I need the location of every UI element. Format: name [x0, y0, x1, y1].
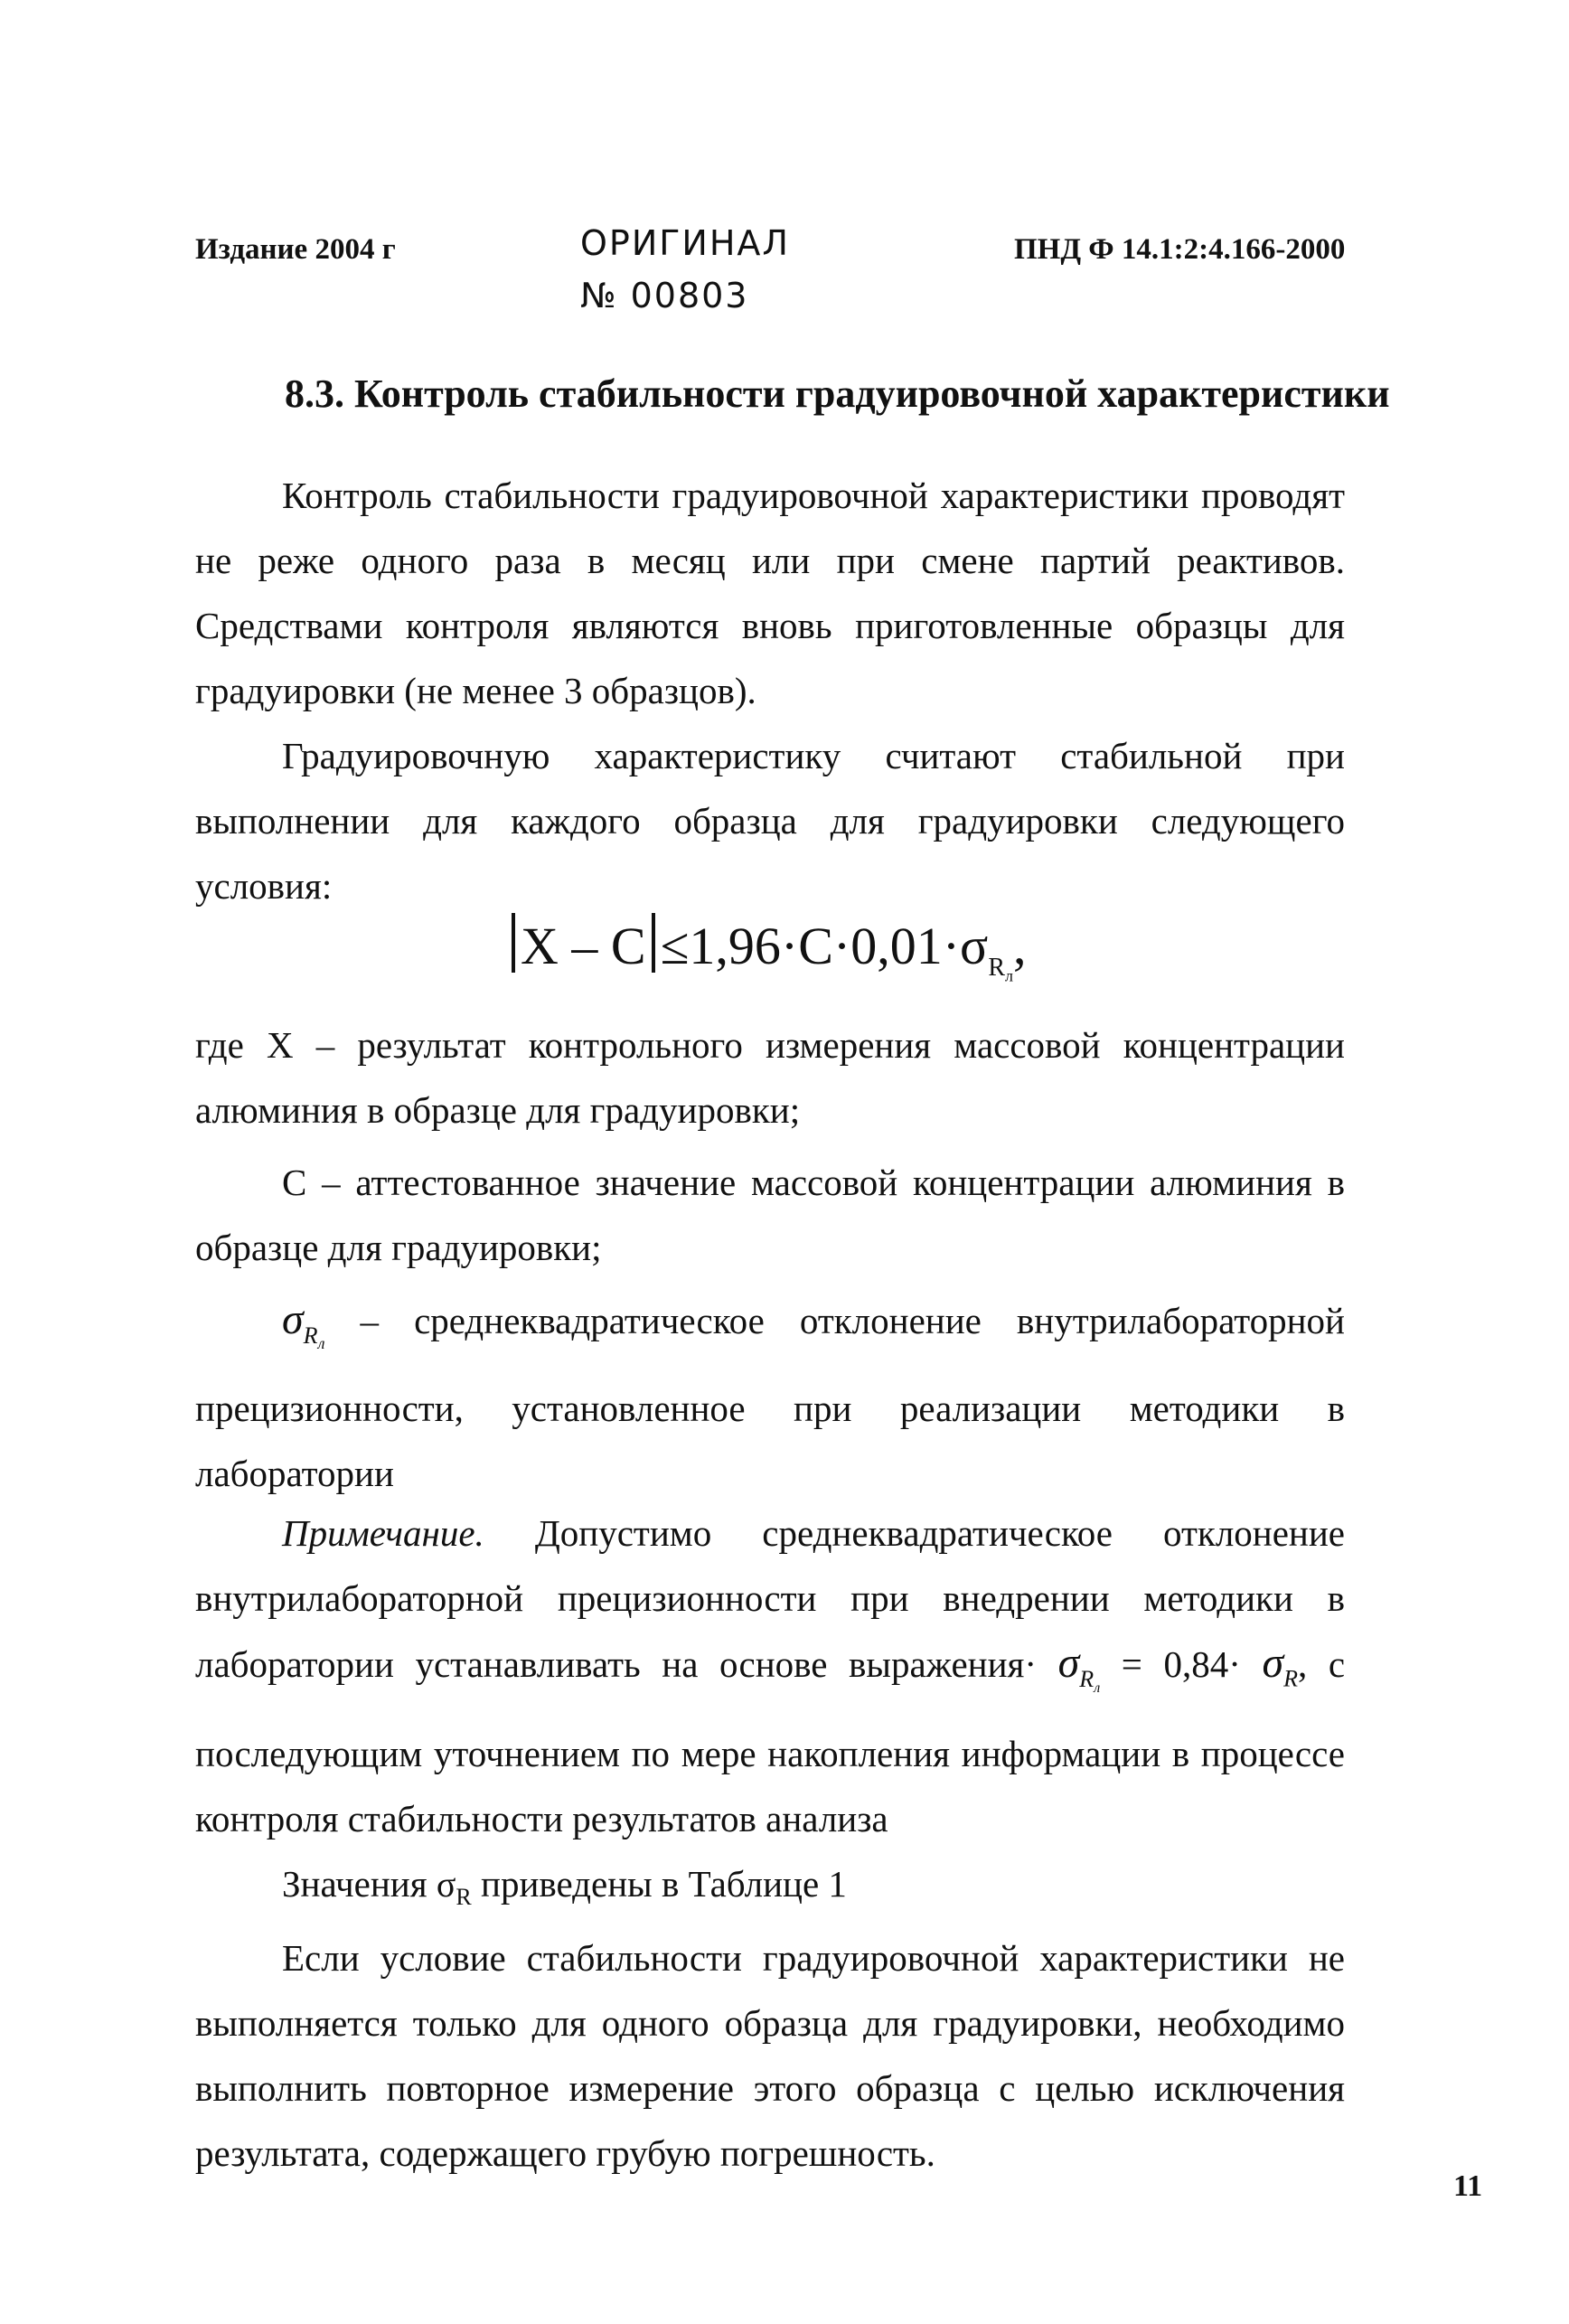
edition-label: Издание 2004 г — [195, 233, 396, 266]
document-code: ПНД Ф 14.1:2:4.166-2000 — [1014, 233, 1346, 266]
formula-tail: , — [1012, 917, 1027, 975]
formula-sub: R — [988, 953, 1005, 982]
paragraph-control-frequency: Контроль стабильности градуировочной характеристики проводят не реже одного раза в месяц или при смене партий реактивов. Средствами контроля являются вновь приготовленные образцы для градуировки (не менее 3 образцов). — [195, 475, 1345, 711]
abs-bar-right — [652, 913, 655, 973]
definition-x: где X – результат контрольного измерения массовой концентрации алюминия в образце для градуировки; — [195, 1024, 1345, 1131]
note-text-part-1: Допустимо среднеквадратическое отклонение внутрилабораторной прецизионности при внедрении методики в лаборатории устанавливать на основе выражения· — [195, 1512, 1346, 1685]
note-expression: = 0,84· — [1121, 1643, 1241, 1685]
sigma-table-reference — [195, 1851, 1345, 1930]
sigma-r-symbol: $\sigma_R$ — [436, 1864, 472, 1910]
formula-lhs: X – C — [521, 917, 646, 975]
definition-sigma-text: – среднеквадратическое отклонение внутрилабораторной прецизионности, установленное при реализации методики в лаборатории — [195, 1300, 1345, 1494]
stamp-line-2: № 00803 — [580, 276, 749, 315]
paragraph-repeat-measurement: Если условие стабильности градуировочной характеристики не выполняется только для одного образца для градуировки, необходимо выполнить повторное измерение этого образца с целью исключения результата, содержащего грубую погрешность. — [195, 1937, 1345, 2174]
note-text-part-2: , с последующим уточнением по мере накопления информации в процессе контроля стабильности результатов анализа — [195, 1643, 1346, 1839]
original-stamp — [580, 217, 790, 322]
paragraph-stability-condition: Градуировочную характеристику считают стабильной при выполнении для каждого образца для градуировки следующего условия: — [195, 735, 1345, 907]
sigma-table-pre: Значения — [282, 1863, 427, 1905]
formula-subsub: л — [1005, 966, 1013, 985]
note-paragraph — [195, 1501, 1345, 1851]
sigma-table-post: приведены в Таблице 1 — [481, 1863, 847, 1905]
abs-bar-left — [512, 913, 515, 973]
note-sigma-rl: $\sigma_{R_л}$ — [1057, 1639, 1101, 1696]
section-title: 8.3. Контроль стабильности градуировочной характеристики — [285, 372, 1390, 416]
page-number: 11 — [1453, 2169, 1483, 2203]
stability-formula — [506, 913, 1026, 985]
definition-c: C – аттестованное значение массовой концентрации алюминия в образце для градуировки; — [195, 1162, 1345, 1268]
sigma-symbol: $\sigma_{R_л}$ — [282, 1295, 325, 1352]
note-label: Примечание. — [282, 1512, 484, 1554]
definition-sigma — [195, 1287, 1345, 1506]
stamp-line-1: ОРИГИНАЛ — [580, 223, 790, 263]
formula-rhs: ≤1,96·C·0,01·σ — [660, 917, 989, 975]
note-sigma-r: $\sigma_R$ — [1262, 1639, 1298, 1692]
